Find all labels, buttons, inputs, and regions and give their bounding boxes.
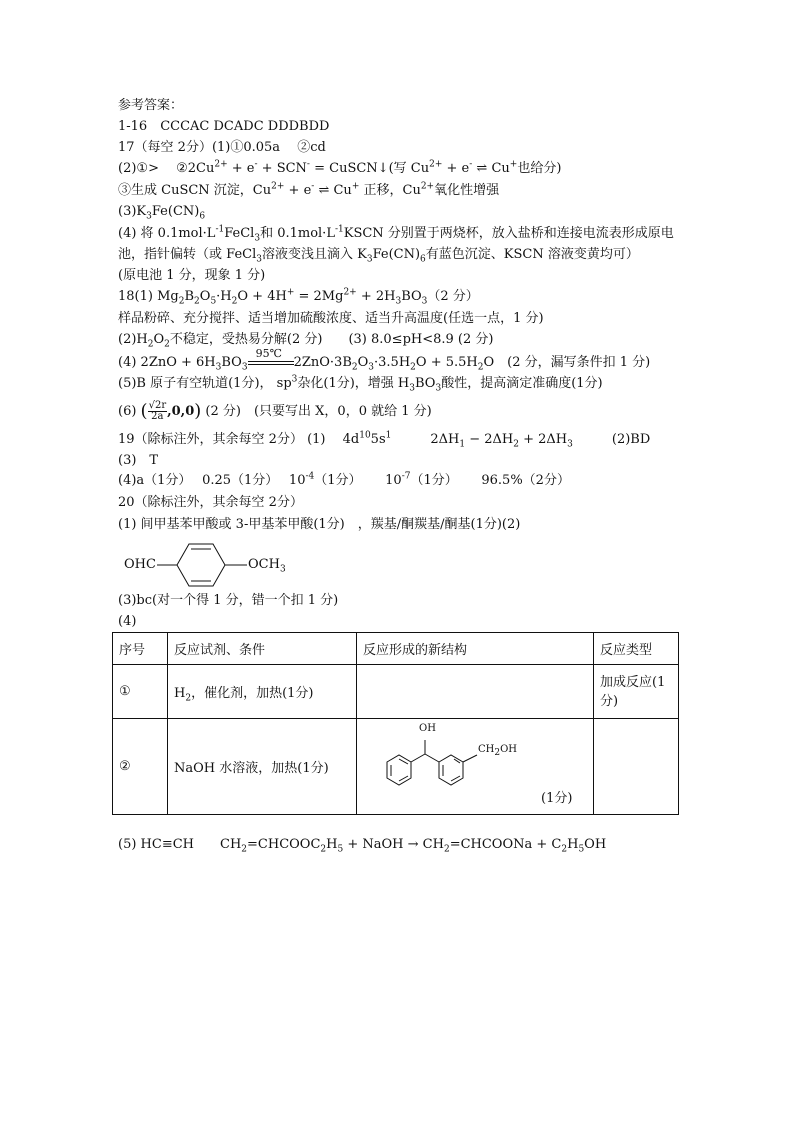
table-header-row <box>113 633 679 665</box>
ch2oh-label: $CH_2OH$ <box>478 744 518 758</box>
q19-part1-2: 19（除标注外，其余每空 2分） (1) $4d^{10}5s^1$ $2\Delta H_1 - 2\Delta H_2 + 2\Delta H_3$ (2)BD <box>118 430 651 450</box>
para-benzene-ring <box>155 540 255 590</box>
q17-part4-scoring: (原电池 1 分，现象 1 分) <box>118 268 266 283</box>
header-new-structure: 反应形成的新结构 <box>357 633 594 665</box>
table-row <box>113 665 679 719</box>
q19-part3: (3) T <box>118 453 159 468</box>
row2-reaction-type <box>594 719 679 815</box>
hydroxyl-label: OH <box>419 723 436 734</box>
q17-part4-line1: (4) 将 $0.1mol\cdot L^{-1}FeCl_3$和 $0.1mol\cdot L^{-1}KSCN$ 分别置于两烧杯，放入盐桥和连接电流表形成原电 <box>118 224 674 244</box>
header-reagents: 反应试剂、条件 <box>168 633 357 665</box>
q20-part5: (5) HC≡CH $CH_2=CHCOOC_2H_5$ + NaOH → $CH_2=CHCOONa + C_2H_5OH$ <box>118 837 607 855</box>
q17-part1: 17（每空 2分）(1)①0.05a ②cd <box>118 140 326 155</box>
row1-reagents: $H_2$，催化剂，加热(1分) <box>168 665 357 719</box>
header-number: 序号 <box>113 633 168 665</box>
coordinate-fraction: $\frac{√2r}{2a}$ <box>148 400 167 422</box>
row1-number: ① <box>113 665 168 719</box>
reaction-condition: 95℃ <box>255 346 282 360</box>
q18-part2-3: $(2)H_2O_2$不稳定，受热易分解(2 分) (3) 8.0≤pH<8.9 (2 分) <box>118 332 494 350</box>
q17-part3: $(3)K_3Fe(CN)_6$ <box>118 204 206 222</box>
row2-reagents: NaOH 水溶液，加热(1分) <box>168 719 357 815</box>
q19-part4: (4)a（1分） 0.25（1分） $10^{-4}(1$分） $10^{-7}(1$分） 96.5%（2分） <box>118 471 570 488</box>
q17-part2-explanation: ③生成 CuSCN 沉淀，$Cu^{2+} + e^-$ ⇌ Cu+ 正移，$Cu^{2+}$氧化性增强 <box>118 181 500 198</box>
q18-part5: (5)B 原子有空轨道(1分)， $sp^3$杂化(1分)，增强 $H_3BO_3$酸性，提高滴定准确度(1分) <box>118 374 603 394</box>
q20-part4-label: (4) <box>118 614 137 629</box>
q20-heading: 20（除标注外，其余每空 2分） <box>118 495 303 510</box>
q18-part1: 18(1) $Mg_2B_2O_5\cdot H_2O + 4H^+ = 2Mg^{2+} + 2H_3BO_3(2$ 分） <box>118 287 479 307</box>
answer-key-heading: 参考答案： <box>118 98 184 113</box>
q18-part1-methods: 样品粉碎、充分搅拌、适当增加硫酸浓度、适当升高温度(任选一点，1 分) <box>118 311 544 326</box>
q18-part6: (6) ( $\frac{√2r}{2a}$ ,0,0) (2 分) (只要写出 X，0，0 就给 1 分) <box>118 400 432 422</box>
reaction-condition-arrow <box>248 346 294 368</box>
row2-number: ② <box>113 719 168 815</box>
q17-part2: (2)①> $②2Cu^{2+} + e^- + SCN^-$ = CuSCN↓(写 $Cu^{2+} + e^-$ ⇌ Cu+也给分) <box>118 159 562 176</box>
reaction-table <box>112 632 679 815</box>
table-row <box>113 719 679 815</box>
q1-16-answers: 1-16 CCCAC DCADC DDDBDD <box>118 119 330 134</box>
struct1-right-label: $OCH_3$ <box>248 557 286 575</box>
struct1-left-label: OHC <box>124 557 156 572</box>
q17-part4-line2: 池，指针偏转（或 FeCl$_3$溶液变浅且滴入 $K_3Fe(CN)_6$有蓝色沉淀、KSCN 溶液变黄均可） <box>118 247 639 265</box>
row2-new-structure <box>357 719 594 815</box>
q20-part3: (3)bc(对一个得 1 分，错一个扣 1 分) <box>118 593 339 608</box>
header-reaction-type: 反应类型 <box>594 633 679 665</box>
row1-reaction-type: 加成反应(1分) <box>594 665 679 719</box>
q18-part4-equation: (4) $2ZnO + 6H_3BO_3$ 95℃ $2ZnO\cdot 3B_2O_3\cdot 3.5H_2O + 5.5H_2O$ (2 分，漏写条件扣 1 分) <box>118 346 651 373</box>
row2-structure-score: (1分) <box>541 791 573 806</box>
row1-new-structure <box>357 665 594 719</box>
q20-part1: (1) 间甲基苯甲酸或 3-甲基苯甲酸(1分) ，羰基/酮羰基/酮基(1分)(2) <box>118 517 521 532</box>
